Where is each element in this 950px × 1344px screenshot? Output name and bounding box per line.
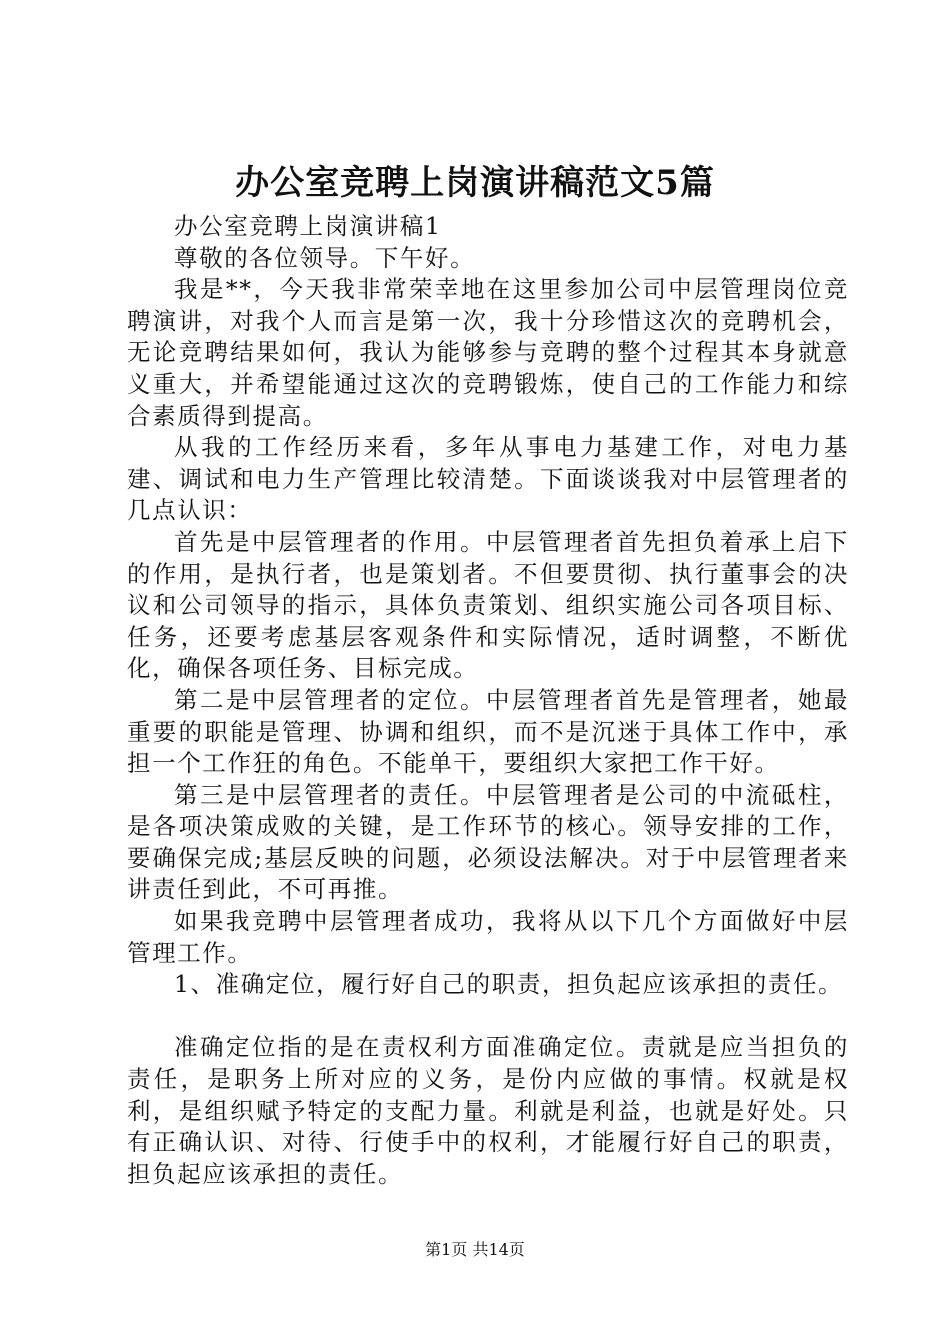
numbered-point: 1、准确定位，履行好自己的职责，担负起应该承担的责任。 [174,970,844,999]
body-paragraph: 第二是中层管理者的定位。中层管理者首先是管理者，她最重要的职能是管理、协调和组织，而不是沉迷于具体工作中，承担一个工作狂的角色。不能单干，要组织大家把工作干好。 [127,685,849,778]
body-paragraph: 如果我竞聘中层管理者成功，我将从以下几个方面做好中层管理工作。 [127,907,849,967]
body-paragraph: 首先是中层管理者的作用。中层管理者首先担负着承上启下的作用，是执行者，也是策划者。不但要贯彻、执行董事会的决议和公司领导的指示，具体负责策划、组织实施公司各项目标、任务，还要考虑基层客观条件和实际情况，适时调整，不断优化，确保各项任务、目标完成。 [127,527,849,683]
body-paragraph: 准确定位指的是在责权利方面准确定位。责就是应当担负的责任，是职务上所对应的义务，是份内应做的事情。权就是权利，是组织赋予特定的支配力量。利就是利益，也就是好处。只有正确认识、对待、行使手中的权利，才能履行好自己的职责，担负起应该承担的责任。 [127,1033,849,1188]
body-paragraph: 第三是中层管理者的责任。中层管理者是公司的中流砥柱，是各项决策成败的关键，是工作环节的核心。领导安排的工作，要确保完成;基层反映的问题，必须设法解决。对于中层管理者来讲责任到此，不可再推。 [127,780,849,904]
salutation-paragraph: 尊敬的各位领导。下午好。 [174,243,476,272]
document-body [127,211,849,1190]
body-paragraph: 我是**，今天我非常荣幸地在这里参加公司中层管理岗位竞聘演讲，对我个人而言是第一次，我十分珍惜这次的竞聘机会，无论竞聘结果如何，我认为能够参与竞聘的整个过程其本身就意义重大，并希望能通过这次的竞聘锻炼，使自己的工作能力和综合素质得到提高。 [127,275,849,430]
page-footer: 第1页 共14页 [425,1240,525,1259]
section-heading: 办公室竞聘上岗演讲稿1 [174,212,442,240]
body-paragraph: 从我的工作经历来看，多年从事电力基建工作，对电力基建、调试和电力生产管理比较清楚。下面谈谈我对中层管理者的几点认识： [127,433,849,525]
document-title: 办公室竞聘上岗演讲稿范文5篇 [235,163,715,203]
